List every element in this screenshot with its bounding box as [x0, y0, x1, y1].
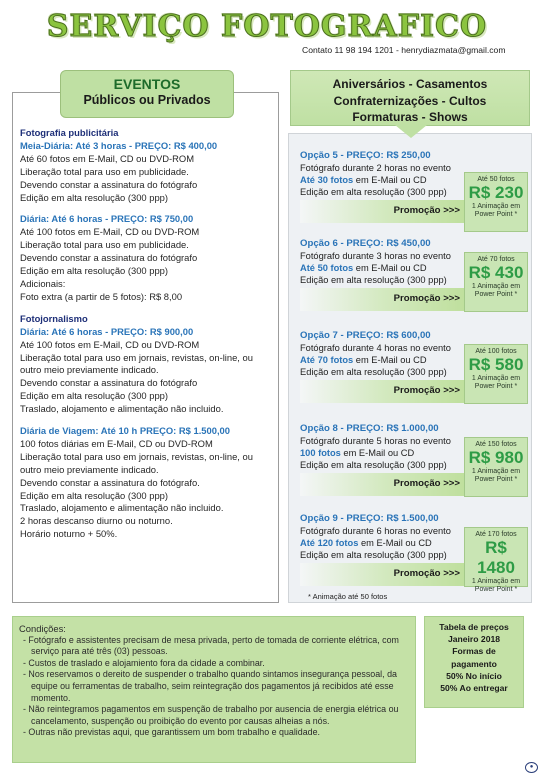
promo-price: R$ 430 [468, 263, 524, 282]
section-heading: Fotojornalismo [20, 312, 88, 324]
detail-line: Horário noturno + 50%. [20, 528, 118, 540]
promo-arrow [300, 200, 468, 223]
option-edition: Edição em alta resolução (300 ppp) [300, 460, 447, 470]
option-title: Opção 5 - PREÇO: R$ 250,00 [300, 150, 431, 161]
option-duration: Fotógrafo durante 2 horas no evento [300, 163, 451, 173]
promo-bonus: Power Point * [474, 476, 518, 483]
option-delivery: em E-Mail ou CD [340, 448, 415, 458]
option-photo-count: Até 50 fotos [300, 263, 354, 273]
option-duration: Fotógrafo durante 5 horas no evento [300, 436, 451, 446]
option-delivery: em E-Mail ou CD [353, 263, 427, 273]
detail-line: Até 60 fotos em E-Mail, CD ou DVD-ROM [20, 152, 195, 164]
promo-bonus: Power Point * [474, 211, 518, 218]
detail-line: Foto extra (a partir de 5 fotos): R$ 8,00 [20, 290, 183, 302]
events-header-title: EVENTOS [113, 76, 181, 92]
promo-photo-count: Até 70 fotos [477, 256, 515, 263]
option-photo-count: Até 70 fotos [300, 355, 354, 365]
section-heading: Fotografia publicitária [20, 127, 119, 138]
promo-bonus: Power Point * [474, 586, 518, 593]
promo-photo-count: Até 170 fotos [475, 531, 517, 538]
occasions-header [290, 70, 530, 126]
price-line: Diária: Até 6 horas - PREÇO: R$ 750,00 [20, 213, 194, 225]
conditions-list [19, 635, 407, 739]
option-duration: Fotógrafo durante 6 horas no evento [300, 526, 451, 536]
price-line: Diária: Até 6 horas - PREÇO: R$ 900,00 [20, 325, 194, 337]
promo-photo-count: Até 100 fotos [475, 348, 517, 355]
promo-bonus: Power Point * [474, 383, 518, 390]
promo-bonus: Power Point * [474, 291, 518, 298]
promo-arrow [300, 473, 468, 496]
option-card [300, 423, 532, 489]
detail-line: Liberação total para uso em publicidade. [20, 239, 189, 251]
detail-line: Liberação total para uso em jornais, revistas, on-line, ou [20, 450, 253, 462]
detail-line: 100 fotos diárias em E-Mail, CD ou DVD-ROM [20, 437, 213, 449]
option-photo-count: 100 fotos [300, 448, 341, 458]
option-card [300, 513, 532, 593]
page-title: SERVIÇO FOTOGRAFICO [46, 8, 488, 44]
publisher-logo-icon: ● [525, 762, 538, 773]
promo-bonus: 1 Animação em [471, 468, 521, 475]
option-edition: Edição em alta resolução (300 ppp) [300, 367, 447, 377]
option-photo-count: Até 120 fotos [300, 538, 359, 548]
detail-line: Devendo constar a assinatura do fotógrafo [20, 178, 198, 190]
promo-price-box [464, 344, 528, 404]
option-edition: Edição em alta resolução (300 ppp) [300, 187, 447, 197]
option-photo-count: Até 30 fotos [300, 175, 354, 185]
promo-bonus: 1 Animação em [471, 203, 521, 210]
detail-line: Adicionais: [20, 277, 66, 289]
price-table-line: 50% Ao entregar [440, 683, 508, 694]
promo-photo-count: Até 50 fotos [477, 176, 515, 183]
event-section [20, 213, 282, 303]
promo-arrow [300, 380, 468, 403]
promo-bonus: 1 Animação em [471, 578, 521, 585]
animation-footnote: * Animação até 50 fotos [308, 592, 388, 601]
price-line: Diária de Viagem: Até 10 h PREÇO: R$ 1.500,00 [20, 425, 230, 437]
condition-item: - Outras não previstas aqui, que garantissem um bom trabalho e qualidade. [23, 727, 320, 738]
promo-label: Promoção >>> [393, 478, 460, 489]
promo-bonus: 1 Animação em [471, 283, 521, 290]
option-title: Opção 6 - PREÇO: R$ 450,00 [300, 238, 431, 249]
contact-line: Contato 11 98 194 1201 - henrydiazmata@gmail.com [302, 45, 506, 55]
promo-price: R$ 580 [468, 355, 524, 374]
price-table-line: Formas de [452, 646, 496, 657]
option-edition: Edição em alta resolução (300 ppp) [300, 550, 447, 560]
detail-line: 2 horas descanso diurno ou noturno. [20, 515, 173, 527]
price-table-line: Janeiro 2018 [447, 634, 501, 645]
events-header [60, 70, 234, 118]
promo-price: R$ 1480 [477, 538, 515, 577]
promo-label: Promoção >>> [393, 568, 460, 579]
detail-line: Liberação total para uso em publicidade. [20, 165, 189, 177]
option-title: Opção 8 - PREÇO: R$ 1.000,00 [300, 423, 439, 434]
option-card [300, 238, 532, 304]
condition-item: - Não reintegramos pagamentos em suspenção de trabalho por ausencia de energia elétrica ou cancelamento, suspenção ou proibição do evento por causas alheias a nós. [23, 704, 399, 726]
promo-photo-count: Até 150 fotos [475, 441, 517, 448]
promo-price: R$ 980 [468, 448, 524, 467]
price-line: Meia-Diária: Até 3 horas - PREÇO: R$ 400,00 [20, 139, 218, 151]
events-list [20, 127, 282, 550]
option-delivery: em E-Mail ou CD [353, 355, 427, 365]
occasions-line-2: Confraternizações - Cultos [333, 93, 487, 108]
detail-line: Devendo constar a assinatura do fotógrafo [20, 377, 198, 389]
detail-line: Traslado, alojamento e alimentação não incluido. [20, 502, 224, 514]
option-title: Opção 9 - PREÇO: R$ 1.500,00 [300, 513, 439, 524]
occasions-line-1: Aniversários - Casamentos [332, 77, 488, 91]
option-card [300, 330, 532, 396]
promo-price-box [464, 437, 528, 497]
detail-line: Edição em alta resolução (300 ppp) [20, 489, 169, 501]
detail-line: Devendo constar a assinatura do fotógrafo. [20, 476, 200, 488]
detail-line: Edição em alta resolução (300 ppp) [20, 265, 169, 277]
detail-line: Até 100 fotos em E-Mail, CD ou DVD-ROM [20, 338, 200, 350]
condition-item: - Nos reservamos o dereito de suspender o trabalho quando sintamos insegurança pessoal, da equipe ou ferramentas de trabalho, seim reintegração dos pagamentos já recibidos até esse momento. [23, 669, 397, 703]
price-table-line: 50% No início [446, 670, 502, 681]
page-title-banner [28, 4, 506, 48]
detail-line: Edição em alta resolução (300 ppp) [20, 390, 169, 402]
promo-price-box [464, 527, 528, 593]
price-table-line: pagamento [451, 658, 497, 669]
detail-line: outro meio previamente indicado. [20, 463, 159, 475]
option-edition: Edição em alta resolução (300 ppp) [300, 275, 447, 285]
option-title: Opção 7 - PREÇO: R$ 600,00 [300, 330, 431, 341]
option-card [300, 150, 532, 218]
option-delivery: em E-Mail ou CD [358, 538, 432, 548]
detail-line: Devendo constar a assinatura do fotógrafo [20, 252, 198, 264]
option-delivery: em E-Mail ou CD [353, 175, 427, 185]
detail-line: Traslado, alojamento e alimentação não incluido. [20, 403, 224, 415]
condition-item: - Fotógrafo e assistentes precisam de mesa privada, perto de tomada de corriente elétrica, com serviço para até três (03) pessoas. [23, 634, 399, 657]
promo-price-box [464, 252, 528, 312]
promo-label: Promoção >>> [393, 293, 460, 304]
option-duration: Fotógrafo durante 4 horas no evento [300, 343, 451, 353]
detail-line: Até 100 fotos em E-Mail, CD ou DVD-ROM [20, 226, 200, 238]
promo-arrow [300, 288, 468, 311]
conditions-box [12, 616, 416, 763]
promo-arrow [300, 563, 468, 586]
conditions-title: Condições: [19, 623, 66, 634]
promo-label: Promoção >>> [393, 385, 460, 396]
promo-bonus: 1 Animação em [471, 375, 521, 382]
event-section [20, 127, 282, 204]
detail-line: Liberação total para uso em jornais, revistas, on-line, ou [20, 351, 253, 363]
detail-line: Edição em alta resolução (300 ppp) [20, 191, 169, 203]
event-section [20, 313, 282, 416]
price-table-box [424, 616, 524, 708]
price-table-line: Tabela de preços [439, 622, 509, 632]
promo-price-box [464, 172, 528, 232]
option-duration: Fotógrafo durante 3 horas no evento [300, 251, 451, 261]
events-header-subtitle: Públicos ou Privados [83, 93, 211, 107]
promo-price: R$ 230 [468, 183, 524, 202]
occasions-line-3: Formaturas - Shows [352, 110, 468, 124]
detail-line: outro meio previamente indicado. [20, 364, 159, 376]
promo-label: Promoção >>> [393, 205, 460, 216]
condition-item: - Custos de traslado e alojamiento fora da cidade a combinar. [23, 657, 265, 668]
event-section [20, 425, 282, 541]
